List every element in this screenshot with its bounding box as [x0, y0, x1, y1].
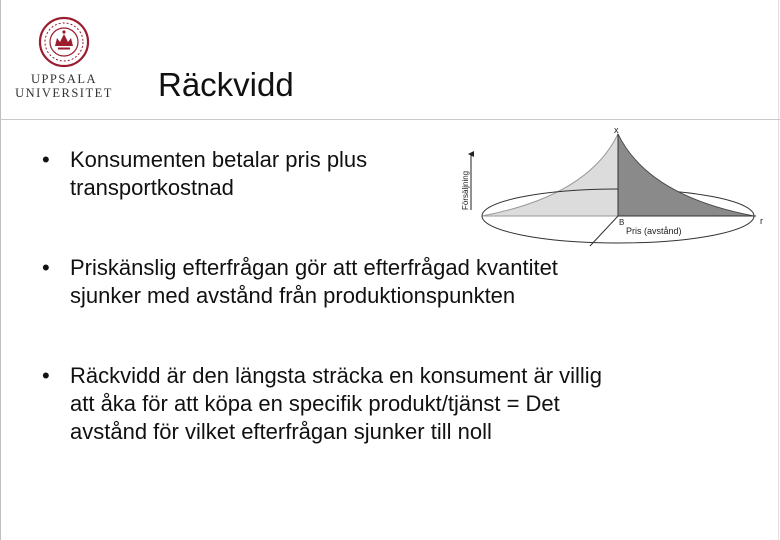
bullet-text: Räckvidd är den längsta sträcka en konsument är villig att åka för att köpa en specifik produkt/tjänst = Det avstånd för vilket efterfrågan sjunker till noll — [70, 363, 602, 444]
center-label: B — [619, 218, 625, 227]
logo-wordmark-line1: UPPSALA — [30, 72, 98, 86]
diagonal-line — [590, 216, 618, 246]
bullet-item — [42, 362, 602, 446]
demand-cone-diagram — [458, 124, 776, 254]
slide-title: Räckvidd — [158, 66, 294, 103]
bullet-item — [42, 254, 602, 310]
bullet-marker: • — [42, 255, 50, 280]
sales-axis-label: Försäljning — [461, 170, 470, 210]
header-divider — [0, 119, 780, 120]
logo-wordmark-line2: UNIVERSITET — [15, 86, 113, 100]
bullet-text: Konsumenten betalar pris plus transportkostnad — [70, 147, 368, 200]
right-border — [778, 0, 779, 540]
bullet-text: Priskänslig efterfrågan gör att efterfrågad kvantitet sjunker med avstånd från produktionspunkten — [70, 255, 558, 308]
peak-label: x — [614, 125, 619, 135]
price-axis-label: Pris (avstånd) — [626, 226, 682, 236]
edge-label: r — [760, 216, 763, 226]
left-border — [0, 0, 1, 540]
bullet-marker: • — [42, 147, 50, 172]
shaded-section — [618, 134, 754, 216]
bullet-item — [42, 146, 500, 202]
bullet-marker: • — [42, 363, 50, 388]
